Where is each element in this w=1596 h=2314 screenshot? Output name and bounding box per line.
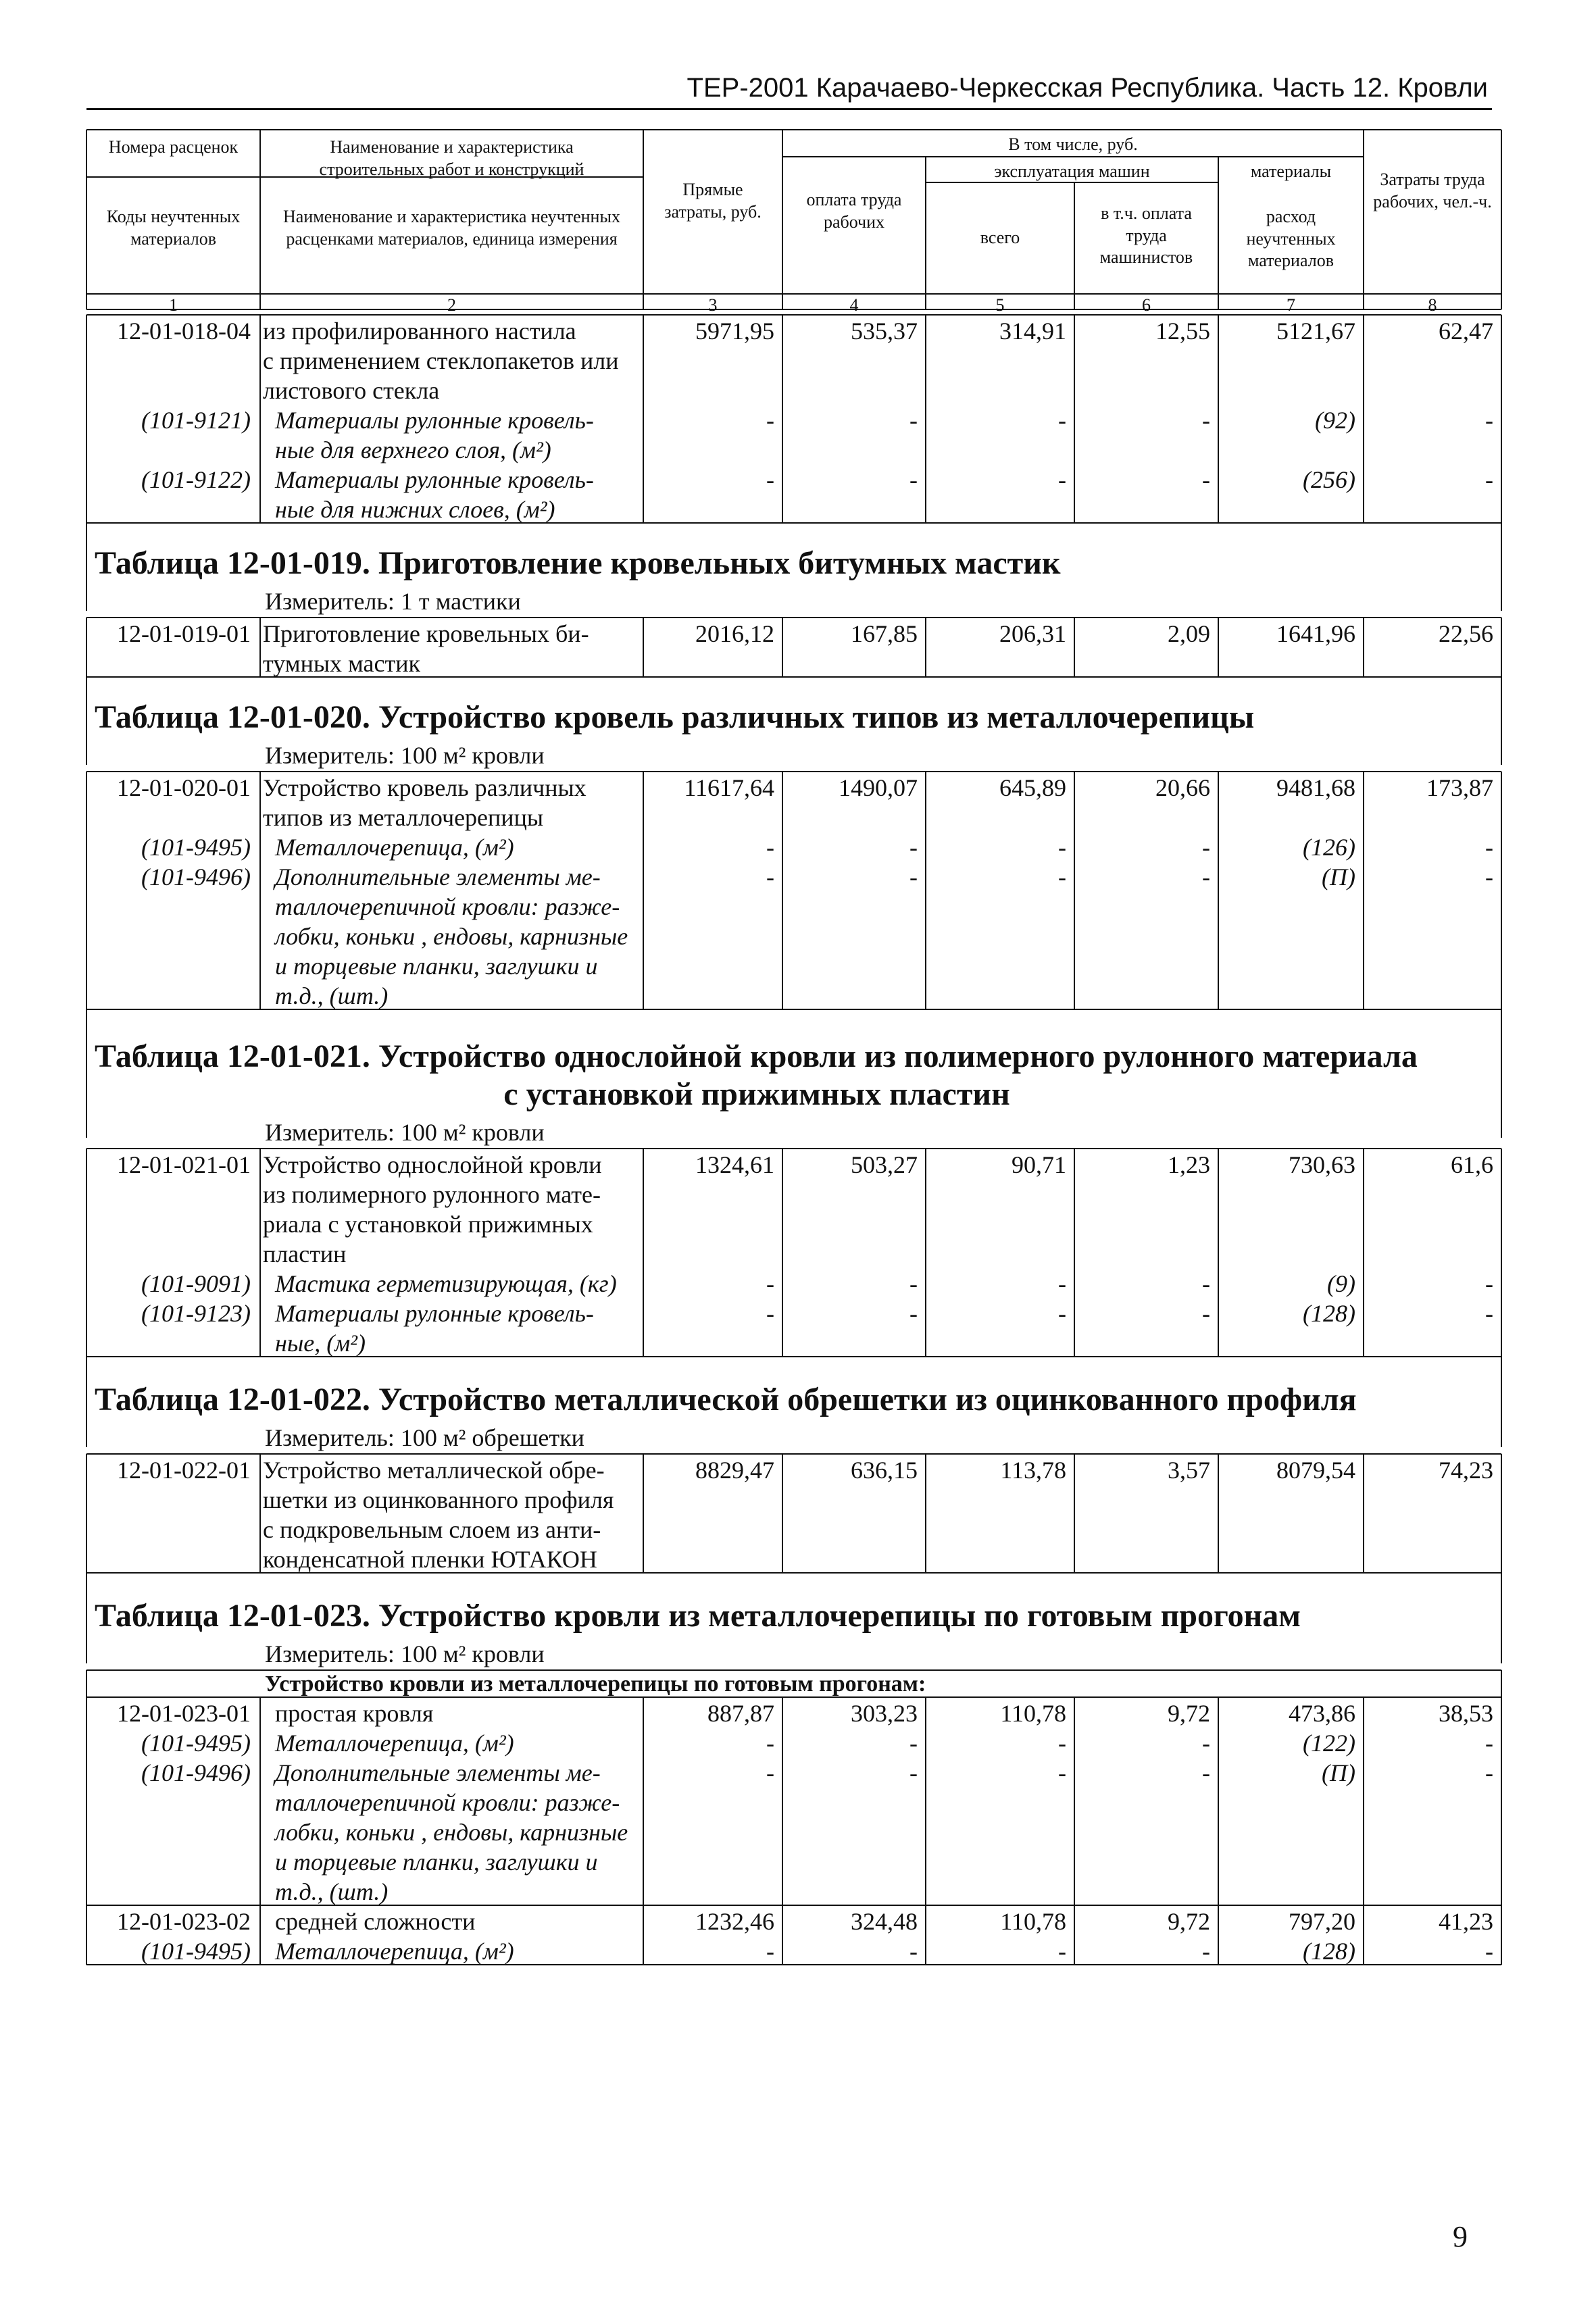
page-number: 9 bbox=[1453, 2220, 1468, 2253]
row-value: 324,48 bbox=[851, 1908, 918, 1935]
row-value: - bbox=[1202, 407, 1210, 434]
row-value: - bbox=[1485, 1270, 1493, 1297]
row-value: - bbox=[1485, 466, 1493, 493]
row-value: 1641,96 bbox=[1276, 620, 1355, 647]
row-value: 1490,07 bbox=[839, 774, 918, 801]
row-value: - bbox=[1485, 1730, 1493, 1757]
row-name-line: Металлочерепица, (м²) bbox=[275, 1938, 514, 1965]
row-value: 62,47 bbox=[1439, 318, 1493, 345]
row-value: 206,31 bbox=[999, 620, 1066, 647]
row-value: 797,20 bbox=[1289, 1908, 1355, 1935]
row-value: 11617,64 bbox=[684, 774, 774, 801]
row-name-line: ные для нижних слоев, (м²) bbox=[275, 496, 555, 523]
row-value: 41,23 bbox=[1439, 1908, 1493, 1935]
row-value: 2,09 bbox=[1168, 620, 1210, 647]
row-value: 9,72 bbox=[1168, 1700, 1210, 1727]
header-machines-total: всего bbox=[980, 228, 1020, 247]
row-value: - bbox=[909, 1730, 918, 1757]
row-name-line: т.д., (шт.) bbox=[275, 1878, 389, 1905]
row-value: - bbox=[1058, 834, 1066, 861]
row-code: 12-01-023-01 bbox=[117, 1700, 251, 1727]
row-name-line: Устройство однослойной кровли bbox=[263, 1151, 602, 1178]
row-value: (122) bbox=[1303, 1730, 1355, 1757]
header-wages: оплата труда рабочих bbox=[806, 190, 902, 232]
row-name-line: пластин bbox=[263, 1240, 347, 1267]
table-unit: Измеритель: 100 м² кровли bbox=[265, 1119, 545, 1146]
header-materials: материалы bbox=[1250, 161, 1332, 181]
group-heading: Устройство кровли из металлочерепицы по готовым прогонам: bbox=[265, 1671, 926, 1696]
row-value: - bbox=[766, 1938, 774, 1965]
row-value: - bbox=[766, 1730, 774, 1757]
row-name-line: таллочерепичной кровли: разже- bbox=[275, 893, 620, 920]
row-value: 5121,67 bbox=[1276, 318, 1355, 345]
row-value: 20,66 bbox=[1155, 774, 1210, 801]
header-col-2: 2 bbox=[447, 295, 456, 315]
row-value: 22,56 bbox=[1439, 620, 1493, 647]
header-name: Наименование и характеристика строительных работ и конструкций bbox=[319, 137, 584, 179]
row-name-line: простая кровля bbox=[275, 1700, 434, 1727]
row-name-line: Устройство металлической обре- bbox=[263, 1457, 605, 1484]
header-col-6: 6 bbox=[1142, 295, 1151, 315]
table-unit: Измеритель: 1 т мастики bbox=[265, 588, 521, 615]
row-name-line: Устройство кровель различных bbox=[263, 774, 587, 801]
row-value: - bbox=[1485, 1300, 1493, 1327]
row-code: 12-01-023-02 bbox=[117, 1908, 251, 1935]
row-value: - bbox=[766, 466, 774, 493]
row-value: - bbox=[1058, 1938, 1066, 1965]
row-value: - bbox=[1058, 407, 1066, 434]
header-col-5: 5 bbox=[995, 295, 1005, 315]
row-value: 8079,54 bbox=[1276, 1457, 1355, 1484]
row-code: 12-01-021-01 bbox=[117, 1151, 251, 1178]
table-unit: Измеритель: 100 м² обрешетки bbox=[265, 1424, 584, 1451]
row-name-line: из полимерного рулонного мате- bbox=[263, 1181, 601, 1208]
row-value: - bbox=[1058, 863, 1066, 890]
row-value: (П) bbox=[1322, 1759, 1355, 1786]
row-value: - bbox=[766, 1300, 774, 1327]
row-code: 12-01-020-01 bbox=[117, 774, 251, 801]
row-value: - bbox=[1202, 1270, 1210, 1297]
row-name-line: риала с установкой прижимных bbox=[263, 1211, 593, 1238]
row-value: (9) bbox=[1327, 1270, 1355, 1297]
row-name-line: лобки, коньки , ендовы, карнизные bbox=[275, 923, 628, 950]
table-unit: Измеритель: 100 м² кровли bbox=[265, 742, 545, 769]
row-value: 5971,95 bbox=[695, 318, 774, 345]
row-name-line: Приготовление кровельных би- bbox=[263, 620, 589, 647]
row-code: (101-9091) bbox=[141, 1270, 251, 1297]
row-value: 1324,61 bbox=[695, 1151, 774, 1178]
row-value: - bbox=[1485, 1938, 1493, 1965]
header-labor: Затраты труда рабочих, чел.-ч. bbox=[1373, 170, 1492, 211]
row-value: - bbox=[1058, 1300, 1066, 1327]
table-title: с установкой прижимных пластин bbox=[503, 1076, 1010, 1112]
row-value: 473,86 bbox=[1289, 1700, 1355, 1727]
row-value: 9,72 bbox=[1168, 1908, 1210, 1935]
row-name-line: и торцевые планки, заглушки и bbox=[275, 953, 598, 980]
row-value: - bbox=[1202, 1759, 1210, 1786]
row-value: - bbox=[909, 1270, 918, 1297]
row-code: (101-9121) bbox=[141, 407, 251, 434]
row-value: - bbox=[1202, 863, 1210, 890]
row-name-line: лобки, коньки , ендовы, карнизные bbox=[275, 1819, 628, 1846]
row-value: - bbox=[766, 1270, 774, 1297]
row-code: (101-9496) bbox=[141, 1759, 251, 1786]
row-value: (128) bbox=[1303, 1938, 1355, 1965]
row-value: - bbox=[1058, 1759, 1066, 1786]
header-col-7: 7 bbox=[1287, 295, 1295, 315]
row-name-line: Мастика герметизирующая, (кг) bbox=[275, 1270, 617, 1297]
row-name-line: Материалы рулонные кровель- bbox=[275, 1300, 594, 1327]
row-value: - bbox=[909, 1300, 918, 1327]
row-value: - bbox=[1485, 407, 1493, 434]
row-code: 12-01-019-01 bbox=[117, 620, 251, 647]
row-name-line: с подкровельным слоем из анти- bbox=[263, 1516, 601, 1543]
row-value: - bbox=[1058, 1730, 1066, 1757]
row-value: 167,85 bbox=[851, 620, 918, 647]
row-value: 636,15 bbox=[851, 1457, 918, 1484]
row-name-line: Дополнительные элементы ме- bbox=[275, 863, 601, 890]
row-value: 1,23 bbox=[1168, 1151, 1210, 1178]
row-value: 2016,12 bbox=[695, 620, 774, 647]
row-value: - bbox=[909, 834, 918, 861]
row-name-line: т.д., (шт.) bbox=[275, 982, 389, 1009]
row-value: (128) bbox=[1303, 1300, 1355, 1327]
row-value: 8829,47 bbox=[695, 1457, 774, 1484]
row-value: - bbox=[766, 863, 774, 890]
row-name-line: с применением стеклопакетов или bbox=[263, 347, 619, 374]
row-code: (101-9122) bbox=[141, 466, 251, 493]
row-value: 3,57 bbox=[1168, 1457, 1210, 1484]
row-value: 173,87 bbox=[1426, 774, 1493, 801]
row-value: 12,55 bbox=[1155, 318, 1210, 345]
row-code: (101-9496) bbox=[141, 863, 251, 890]
row-name-line: Материалы рулонные кровель- bbox=[275, 407, 594, 434]
row-code: (101-9495) bbox=[141, 1730, 251, 1757]
row-name-line: тумных мастик bbox=[263, 650, 420, 677]
row-code: 12-01-022-01 bbox=[117, 1457, 251, 1484]
row-value: 9481,68 bbox=[1276, 774, 1355, 801]
row-code: (101-9495) bbox=[141, 834, 251, 861]
row-value: - bbox=[766, 407, 774, 434]
table-title: Таблица 12-01-020. Устройство кровель различных типов из металлочерепицы bbox=[95, 699, 1255, 735]
row-value: 113,78 bbox=[1000, 1457, 1066, 1484]
row-value: - bbox=[766, 834, 774, 861]
row-value: - bbox=[1202, 1730, 1210, 1757]
row-value: - bbox=[909, 1938, 918, 1965]
table-title: Таблица 12-01-021. Устройство однослойной кровли из полимерного рулонного материала bbox=[95, 1038, 1418, 1074]
row-value: - bbox=[1485, 834, 1493, 861]
row-value: 730,63 bbox=[1289, 1151, 1355, 1178]
row-value: 503,27 bbox=[851, 1151, 918, 1178]
row-value: - bbox=[1202, 1300, 1210, 1327]
header-machinists-wages: в т.ч. оплата труда машинистов bbox=[1099, 203, 1193, 267]
row-value: - bbox=[909, 407, 918, 434]
table-title: Таблица 12-01-023. Устройство кровли из металлочерепицы по готовым прогонам bbox=[95, 1598, 1301, 1634]
header-machines: эксплуатация машин bbox=[994, 161, 1150, 181]
header-col-3: 3 bbox=[708, 295, 718, 315]
header-direct-costs: Прямые затраты, руб. bbox=[664, 180, 762, 222]
table-unit: Измеритель: 100 м² кровли bbox=[265, 1640, 545, 1667]
row-value: - bbox=[909, 1759, 918, 1786]
row-code: 12-01-018-04 bbox=[117, 318, 251, 345]
table-title: Таблица 12-01-019. Приготовление кровельных битумных мастик bbox=[95, 545, 1061, 581]
row-value: - bbox=[1202, 834, 1210, 861]
row-value: - bbox=[1058, 466, 1066, 493]
row-code: (101-9495) bbox=[141, 1938, 251, 1965]
table-title: Таблица 12-01-022. Устройство металлической обрешетки из оцинкованного профиля bbox=[95, 1382, 1357, 1417]
row-value: 645,89 bbox=[999, 774, 1066, 801]
row-value: - bbox=[1202, 1938, 1210, 1965]
row-name-line: таллочерепичной кровли: разже- bbox=[275, 1789, 620, 1816]
row-value: - bbox=[1485, 863, 1493, 890]
row-value: 74,23 bbox=[1439, 1457, 1493, 1484]
row-name-line: Металлочерепица, (м²) bbox=[275, 834, 514, 861]
row-code: (101-9123) bbox=[141, 1300, 251, 1327]
row-value: 887,87 bbox=[707, 1700, 774, 1727]
row-name-line: Материалы рулонные кровель- bbox=[275, 466, 594, 493]
header-codes: Номера расценок bbox=[108, 137, 239, 157]
row-name-line: Металлочерепица, (м²) bbox=[275, 1730, 514, 1757]
row-name-line: Дополнительные элементы ме- bbox=[275, 1759, 601, 1786]
row-value: - bbox=[909, 466, 918, 493]
running-head: ТЕР-2001 Карачаево-Черкесская Республика. Часть 12. Кровли bbox=[687, 73, 1488, 103]
row-value: - bbox=[1202, 466, 1210, 493]
row-name-line: ные, (м²) bbox=[275, 1330, 366, 1357]
header-material-codes: Коды неучтенных материалов bbox=[106, 207, 241, 249]
row-value: 303,23 bbox=[851, 1700, 918, 1727]
header-materials-unaccounted: расход неучтенных материалов bbox=[1246, 207, 1336, 270]
row-name-line: средней сложности bbox=[275, 1908, 476, 1935]
row-value: - bbox=[909, 863, 918, 890]
row-value: - bbox=[1058, 1270, 1066, 1297]
header-col-1: 1 bbox=[169, 295, 178, 315]
row-value: 1232,46 bbox=[695, 1908, 774, 1935]
row-name-line: шетки из оцинкованного профиля bbox=[263, 1486, 614, 1513]
row-value: (П) bbox=[1322, 863, 1355, 890]
header-including: В том числе, руб. bbox=[1008, 134, 1138, 154]
row-value: 61,6 bbox=[1451, 1151, 1493, 1178]
row-value: 110,78 bbox=[1000, 1908, 1066, 1935]
header-material-name: Наименование и характеристика неучтенных расценками материалов, единица измерения bbox=[283, 207, 620, 249]
row-name-line: и торцевые планки, заглушки и bbox=[275, 1848, 598, 1876]
row-name-line: типов из металлочерепицы bbox=[263, 804, 544, 831]
header-col-4: 4 bbox=[849, 295, 859, 315]
row-value: - bbox=[766, 1759, 774, 1786]
row-value: 535,37 bbox=[851, 318, 918, 345]
row-name-line: листового стекла bbox=[263, 377, 440, 404]
row-value: 314,91 bbox=[999, 318, 1066, 345]
row-value: 90,71 bbox=[1012, 1151, 1066, 1178]
row-value: 38,53 bbox=[1439, 1700, 1493, 1727]
row-value: (256) bbox=[1303, 466, 1355, 493]
row-value: 110,78 bbox=[1000, 1700, 1066, 1727]
row-value: - bbox=[1485, 1759, 1493, 1786]
row-name-line: ные для верхнего слоя, (м²) bbox=[275, 436, 551, 463]
row-name-line: из профилированного настила bbox=[263, 318, 576, 345]
row-name-line: конденсатной пленки ЮТАКОН bbox=[263, 1546, 597, 1573]
header-col-8: 8 bbox=[1428, 295, 1437, 315]
row-value: (92) bbox=[1315, 407, 1355, 434]
row-value: (126) bbox=[1303, 834, 1355, 861]
